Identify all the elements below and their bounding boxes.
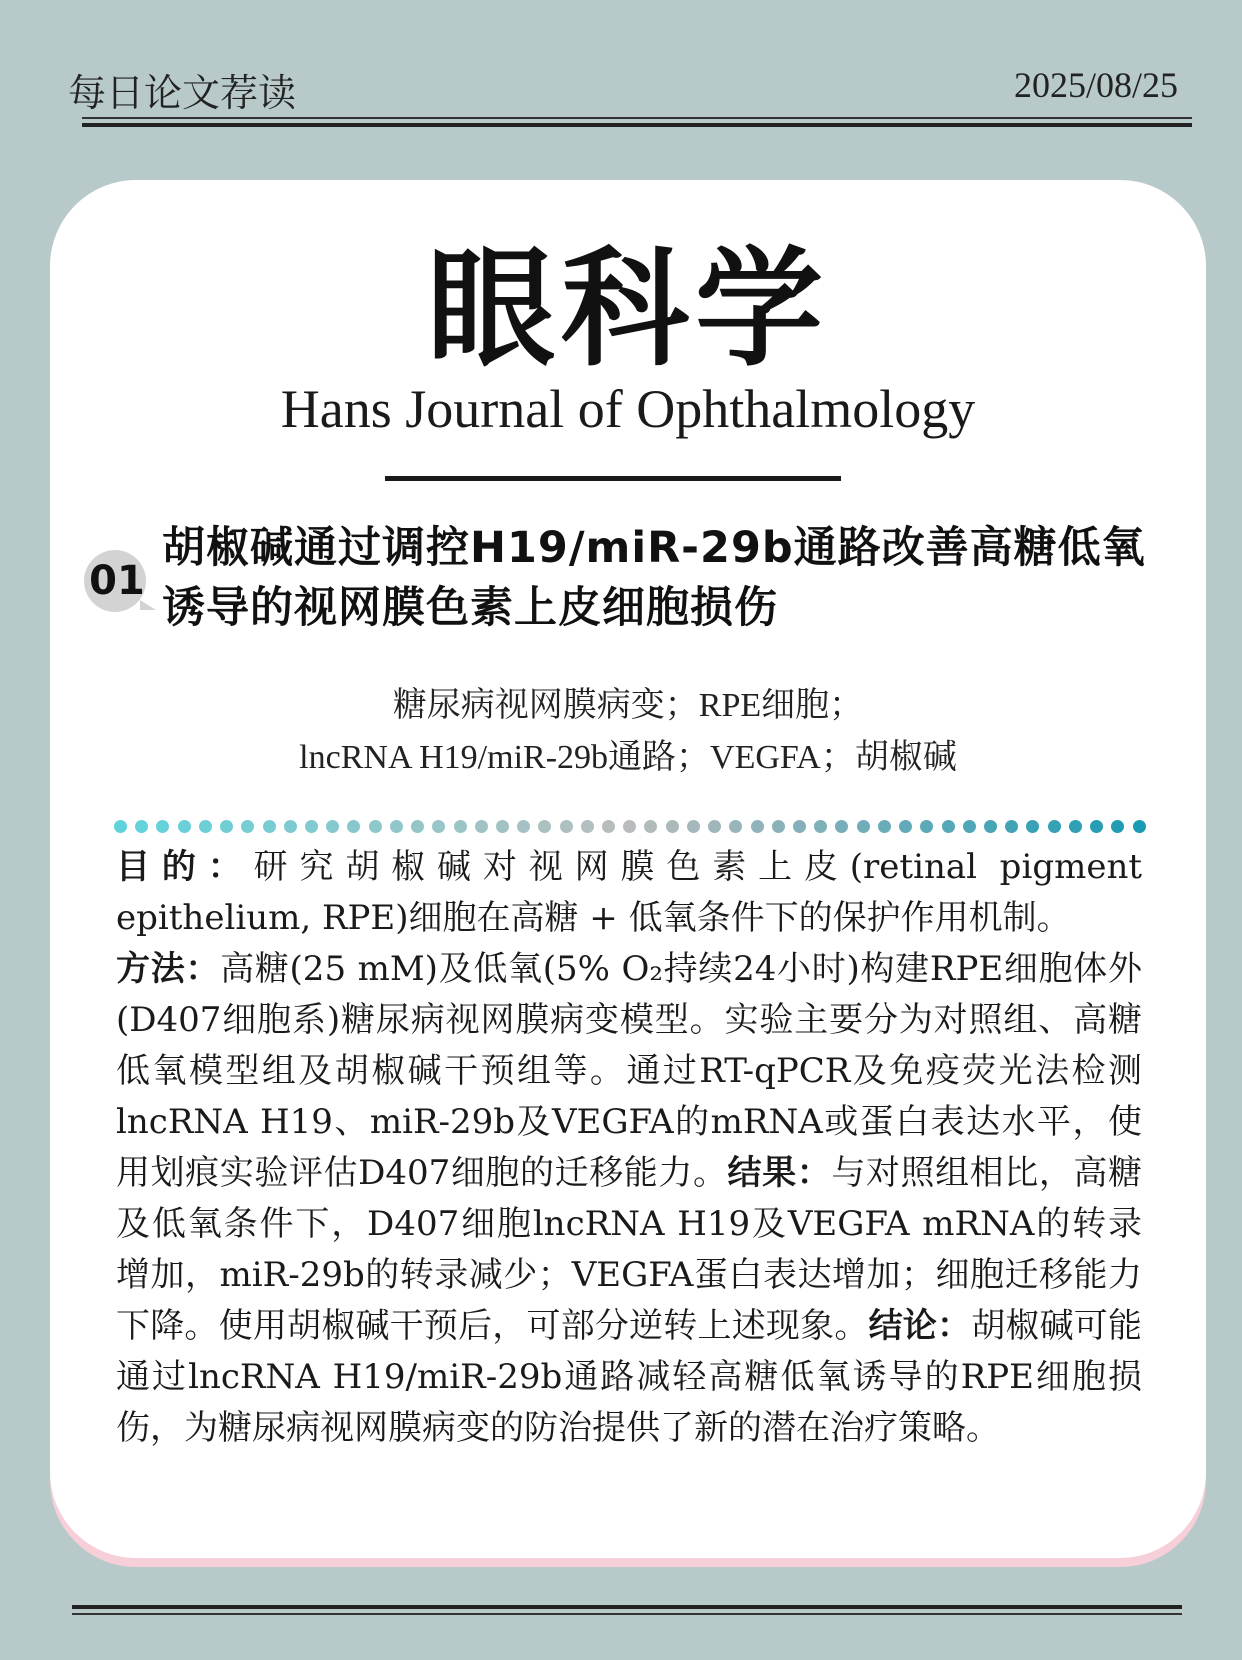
top-divider-thick — [82, 123, 1192, 127]
dotted-divider — [114, 820, 1146, 836]
divider-dot — [644, 820, 657, 833]
divider-dot — [411, 820, 424, 833]
results-label: 结果： — [727, 1153, 832, 1193]
article-number-badge — [84, 550, 146, 612]
divider-dot — [326, 820, 339, 833]
divider-dot — [751, 820, 764, 833]
divider-dot — [920, 820, 933, 833]
divider-dot — [390, 820, 403, 833]
results-text: 与对照组相比，高糖及低氧条件下，D407细胞lncRNA H19及VEGFA mRNA的转录增加，miR-29b的转录减少；VEGFA蛋白表达增加；细胞迁移能力下降。使用胡椒碱干预后，可部分逆转上述现象。 — [116, 1153, 1143, 1346]
divider-dot — [369, 820, 382, 833]
objective-label: 目的： — [116, 847, 254, 887]
series-label: 每日论文荐读 — [68, 71, 297, 115]
divider-dot — [1069, 820, 1082, 833]
divider-dot — [602, 820, 615, 833]
divider-dot — [454, 820, 467, 833]
divider-dot — [899, 820, 912, 833]
paper-card — [50, 180, 1206, 1558]
divider-dot — [496, 820, 509, 833]
title-divider — [385, 476, 841, 481]
divider-dot — [199, 820, 212, 833]
divider-dot — [581, 820, 594, 833]
divider-dot — [284, 820, 297, 833]
divider-dot — [241, 820, 254, 833]
divider-dot — [538, 820, 551, 833]
divider-dot — [963, 820, 976, 833]
divider-dot — [942, 820, 955, 833]
methods-text: 高糖(25 mM)及低氧(5% O₂持续24小时)构建RPE细胞体外(D407细胞系)糖尿病视网膜病变模型。实验主要分为对照组、高糖低氧模型组及胡椒碱干预组等。通过RT-qPCR及免疫荧光法检测lncRNA H19、miR-29b及VEGFA的mRNA或蛋白表达水平，使用划痕实验评估D407细胞的迁移能力。 — [116, 949, 1142, 1193]
bottom-divider-thick — [72, 1605, 1182, 1609]
divider-dot — [114, 820, 127, 833]
divider-dot — [835, 820, 848, 833]
top-header — [68, 62, 1178, 118]
divider-dot — [1005, 820, 1018, 833]
divider-dot — [305, 820, 318, 833]
divider-dot — [878, 820, 891, 833]
journal-name-cn: 眼科学 — [426, 234, 829, 384]
divider-dot — [793, 820, 806, 833]
divider-dot — [263, 820, 276, 833]
divider-dot — [475, 820, 488, 833]
divider-dot — [984, 820, 997, 833]
keywords — [110, 680, 1146, 784]
objective-text: 研究胡椒碱对视网膜色素上皮(retinal pigment epithelium, RPE)细胞在高糖 + 低氧条件下的保护作用机制。 — [116, 847, 1143, 938]
article-title: 胡椒碱通过调控H19/miR-29b通路改善高糖低氧诱导的视网膜色素上皮细胞损伤 — [162, 523, 1146, 633]
divider-dot — [560, 820, 573, 833]
divider-dot — [156, 820, 169, 833]
divider-dot — [857, 820, 870, 833]
top-divider-thin — [82, 117, 1192, 119]
date-label: 2025/08/25 — [1013, 65, 1178, 105]
divider-dot — [623, 820, 636, 833]
divider-dot — [1090, 820, 1103, 833]
divider-dot — [178, 820, 191, 833]
divider-dot — [1111, 820, 1124, 833]
divider-dot — [1026, 820, 1039, 833]
article-number: 01 — [89, 558, 145, 604]
divider-dot — [1048, 820, 1061, 833]
keywords-line-1: 糖尿病视网膜病变；RPE细胞； — [392, 687, 864, 724]
journal-name-en: Hans Journal of Ophthalmology — [280, 379, 976, 439]
divider-dot — [432, 820, 445, 833]
divider-dot — [517, 820, 530, 833]
divider-dot — [220, 820, 233, 833]
methods-label: 方法： — [116, 949, 221, 989]
conclusion-text: 胡椒碱可能通过lncRNA H19/miR-29b通路减轻高糖低氧诱导的RPE细胞损伤，为糖尿病视网膜病变的防治提供了新的潜在治疗策略。 — [116, 1306, 1143, 1448]
divider-dot — [347, 820, 360, 833]
conclusion-label: 结论： — [868, 1306, 972, 1346]
divider-dot — [814, 820, 827, 833]
divider-dot — [687, 820, 700, 833]
divider-dot — [666, 820, 679, 833]
bottom-divider-thin — [72, 1613, 1182, 1615]
divider-dot — [135, 820, 148, 833]
divider-dot — [1133, 820, 1146, 833]
divider-dot — [708, 820, 721, 833]
abstract — [116, 842, 1142, 1454]
divider-dot — [729, 820, 742, 833]
divider-dot — [772, 820, 785, 833]
keywords-line-2: lncRNA H19/miR-29b通路；VEGFA；胡椒碱 — [299, 739, 957, 776]
